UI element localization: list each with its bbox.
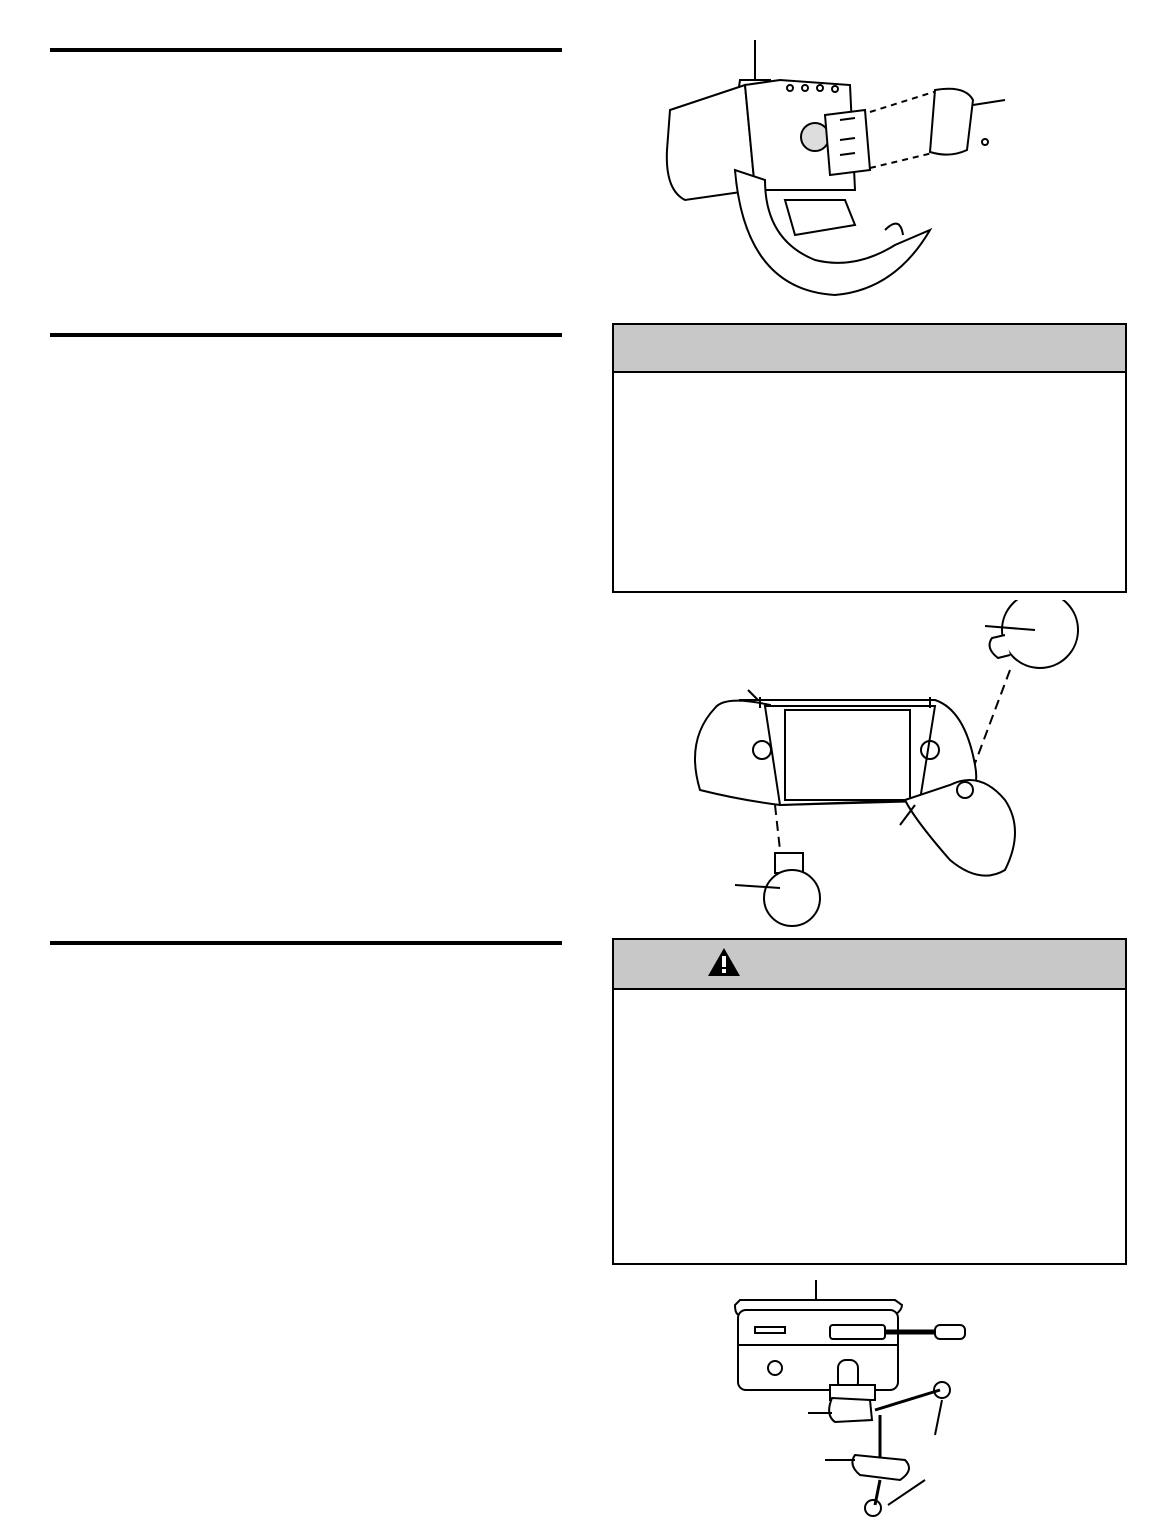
warning-box bbox=[612, 938, 1127, 1265]
light-bulb-replacement-illustration bbox=[680, 600, 1090, 930]
notice-box-header bbox=[614, 325, 1125, 373]
opener-logic-board-illustration bbox=[655, 40, 1015, 302]
notice-box bbox=[612, 323, 1127, 593]
emergency-release-rope-illustration bbox=[720, 1280, 980, 1520]
warning-triangle-icon bbox=[706, 946, 742, 983]
section-rule-top bbox=[50, 48, 562, 52]
warning-box-header bbox=[614, 940, 1125, 990]
section-rule-bottom bbox=[50, 941, 562, 945]
section-rule-middle bbox=[50, 333, 562, 337]
